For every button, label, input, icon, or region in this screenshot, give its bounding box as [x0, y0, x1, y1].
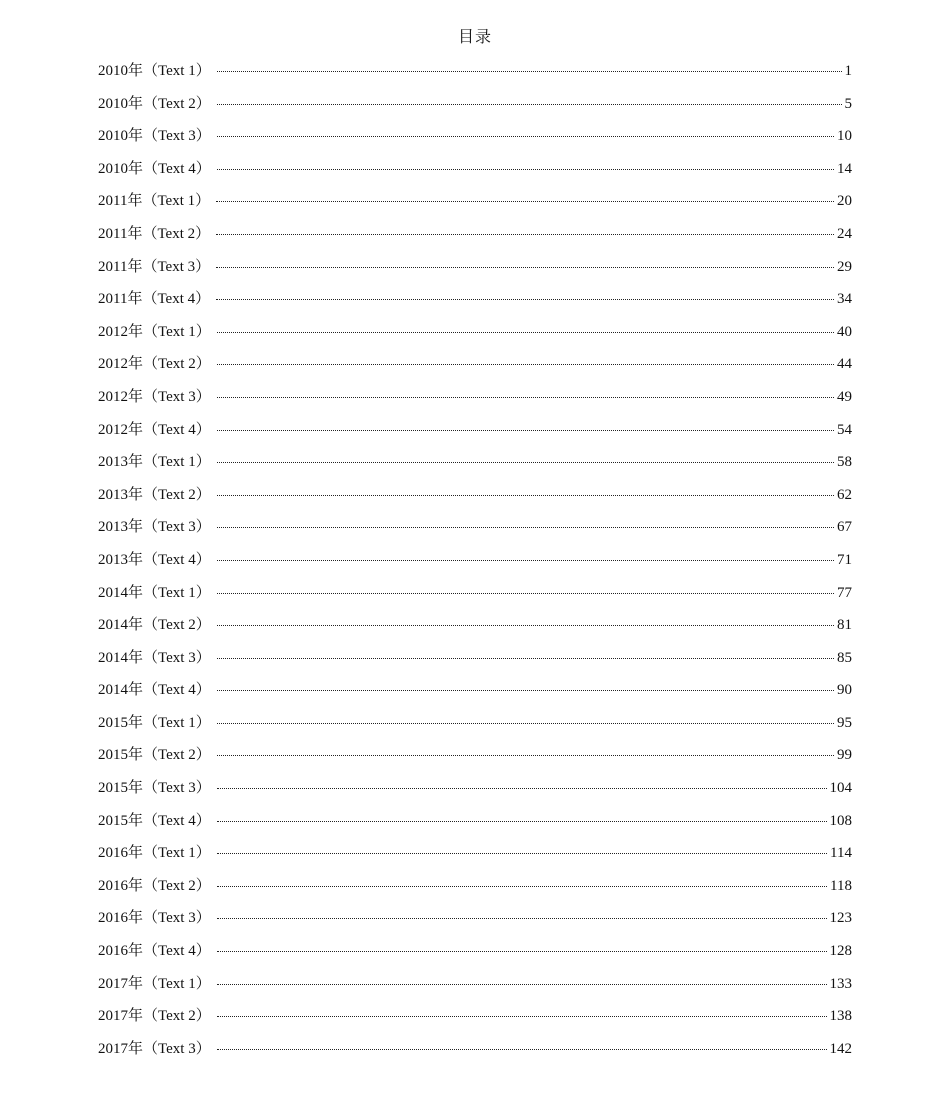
toc-entry[interactable] [98, 483, 852, 516]
toc-entry-page-number: 10 [837, 128, 852, 145]
toc-entry[interactable] [98, 939, 852, 972]
toc-entry-page-number: 104 [829, 780, 852, 797]
toc-entry-label: 2016年（Text 1） [98, 845, 211, 862]
toc-entry[interactable] [98, 1004, 852, 1037]
toc-entry-page-number: 118 [830, 877, 852, 894]
dot-leader [216, 200, 834, 202]
toc-entry[interactable] [98, 548, 852, 581]
toc-entry-page-number: 71 [837, 551, 852, 568]
toc-entry-page-number: 1 [844, 63, 852, 79]
toc-entry-page-number: 20 [837, 193, 852, 210]
toc-entry-label: 2014年（Text 1） [98, 584, 211, 601]
toc-entry[interactable] [98, 874, 852, 907]
toc-entry-label: 2015年（Text 3） [98, 780, 211, 797]
toc-entry-label: 2013年（Text 1） [98, 454, 211, 471]
table-of-contents [98, 59, 852, 1069]
toc-entry-label: 2015年（Text 4） [98, 812, 211, 829]
toc-entry-label: 2015年（Text 2） [98, 747, 211, 764]
toc-entry[interactable] [98, 59, 852, 92]
dot-leader [217, 429, 834, 431]
dot-leader [217, 950, 827, 952]
toc-entry[interactable] [98, 515, 852, 548]
toc-entry-label: 2017年（Text 2） [98, 1008, 211, 1025]
dot-leader [217, 135, 834, 137]
toc-entry-page-number: 128 [829, 943, 852, 960]
toc-entry-page-number: 58 [837, 454, 852, 471]
toc-entry[interactable] [98, 189, 852, 222]
toc-entry-label: 2011年（Text 2） [98, 225, 211, 242]
toc-entry-label: 2011年（Text 3） [98, 258, 211, 275]
dot-leader [217, 820, 827, 822]
toc-entry-page-number: 67 [837, 519, 852, 536]
toc-entry-page-number: 85 [837, 649, 852, 666]
toc-entry-label: 2012年（Text 2） [98, 356, 211, 373]
toc-entry-label: 2010年（Text 3） [98, 128, 211, 145]
dot-leader [217, 624, 834, 626]
dot-leader [216, 266, 834, 268]
toc-entry-label: 2011年（Text 4） [98, 291, 211, 308]
dot-leader [217, 396, 834, 398]
toc-entry-label: 2010年（Text 1） [98, 63, 211, 79]
dot-leader [217, 363, 834, 365]
toc-entry[interactable] [98, 613, 852, 646]
toc-entry[interactable] [98, 743, 852, 776]
dot-leader [217, 103, 842, 105]
toc-entry-page-number: 14 [837, 160, 852, 177]
toc-entry-label: 2011年（Text 1） [98, 193, 211, 210]
toc-entry[interactable] [98, 255, 852, 288]
toc-entry-page-number: 81 [837, 617, 852, 634]
dot-leader [217, 983, 827, 985]
toc-entry-page-number: 133 [829, 975, 852, 992]
toc-entry-label: 2014年（Text 2） [98, 617, 211, 634]
toc-entry-label: 2017年（Text 3） [98, 1040, 211, 1057]
toc-entry[interactable] [98, 385, 852, 418]
toc-entry-page-number: 54 [837, 421, 852, 438]
toc-entry[interactable] [98, 320, 852, 353]
dot-leader [217, 168, 834, 170]
toc-entry-label: 2017年（Text 1） [98, 975, 211, 992]
toc-entry[interactable] [98, 92, 852, 125]
toc-entry[interactable] [98, 646, 852, 679]
toc-entry-label: 2012年（Text 4） [98, 421, 211, 438]
toc-entry-page-number: 34 [837, 291, 852, 308]
dot-leader [217, 1048, 827, 1050]
toc-entry-page-number: 49 [837, 388, 852, 405]
dot-leader [217, 722, 834, 724]
toc-entry-page-number: 95 [837, 714, 852, 731]
toc-entry-label: 2012年（Text 3） [98, 388, 211, 405]
dot-leader [217, 592, 834, 594]
dot-leader [217, 754, 834, 756]
toc-entry-label: 2010年（Text 4） [98, 160, 211, 177]
toc-entry-page-number: 99 [837, 747, 852, 764]
toc-entry-label: 2015年（Text 1） [98, 714, 211, 731]
toc-entry[interactable] [98, 711, 852, 744]
dot-leader [217, 885, 827, 887]
toc-entry[interactable] [98, 841, 852, 874]
toc-entry[interactable] [98, 581, 852, 614]
toc-entry-label: 2014年（Text 3） [98, 649, 211, 666]
toc-entry-label: 2013年（Text 4） [98, 551, 211, 568]
dot-leader [217, 787, 827, 789]
toc-entry-page-number: 123 [829, 910, 852, 927]
toc-entry-page-number: 108 [829, 812, 852, 829]
toc-entry[interactable] [98, 906, 852, 939]
dot-leader [217, 917, 827, 919]
dot-leader [217, 689, 834, 691]
toc-entry-page-number: 138 [829, 1008, 852, 1025]
dot-leader [217, 494, 834, 496]
toc-entry-label: 2016年（Text 2） [98, 877, 211, 894]
toc-entry[interactable] [98, 287, 852, 320]
toc-entry-label: 2012年（Text 1） [98, 323, 211, 340]
dot-leader [217, 526, 834, 528]
toc-entry-label: 2016年（Text 4） [98, 943, 211, 960]
dot-leader [217, 70, 842, 72]
toc-title: 目录 [457, 29, 492, 46]
dot-leader [217, 461, 834, 463]
dot-leader [217, 1015, 827, 1017]
toc-entry-page-number: 5 [844, 95, 852, 112]
toc-entry[interactable] [98, 972, 852, 1005]
toc-entry-page-number: 62 [837, 486, 852, 503]
dot-leader [216, 298, 834, 300]
toc-entry[interactable] [98, 776, 852, 809]
toc-entry-page-number: 142 [829, 1040, 852, 1057]
toc-entry-label: 2013年（Text 3） [98, 519, 211, 536]
toc-entry[interactable] [98, 222, 852, 255]
toc-entry[interactable] [98, 352, 852, 385]
toc-entry-page-number: 90 [837, 682, 852, 699]
dot-leader [217, 852, 827, 854]
toc-entry-page-number: 114 [830, 845, 852, 862]
toc-entry-page-number: 40 [837, 323, 852, 340]
toc-entry[interactable] [98, 157, 852, 190]
toc-entry-label: 2014年（Text 4） [98, 682, 211, 699]
dot-leader [216, 233, 834, 235]
toc-entry[interactable] [98, 1037, 852, 1070]
toc-entry[interactable] [98, 450, 852, 483]
toc-entry[interactable] [98, 678, 852, 711]
toc-entry-page-number: 77 [837, 584, 852, 601]
toc-entry-page-number: 24 [837, 225, 852, 242]
toc-entry-label: 2010年（Text 2） [98, 95, 211, 112]
toc-entry[interactable] [98, 809, 852, 842]
dot-leader [217, 331, 834, 333]
toc-entry-page-number: 29 [837, 258, 852, 275]
toc-entry[interactable] [98, 418, 852, 451]
toc-entry[interactable] [98, 124, 852, 157]
toc-entry-page-number: 44 [837, 356, 852, 373]
toc-entry-label: 2016年（Text 3） [98, 910, 211, 927]
dot-leader [217, 559, 834, 561]
toc-entry-label: 2013年（Text 2） [98, 486, 211, 503]
dot-leader [217, 657, 834, 659]
